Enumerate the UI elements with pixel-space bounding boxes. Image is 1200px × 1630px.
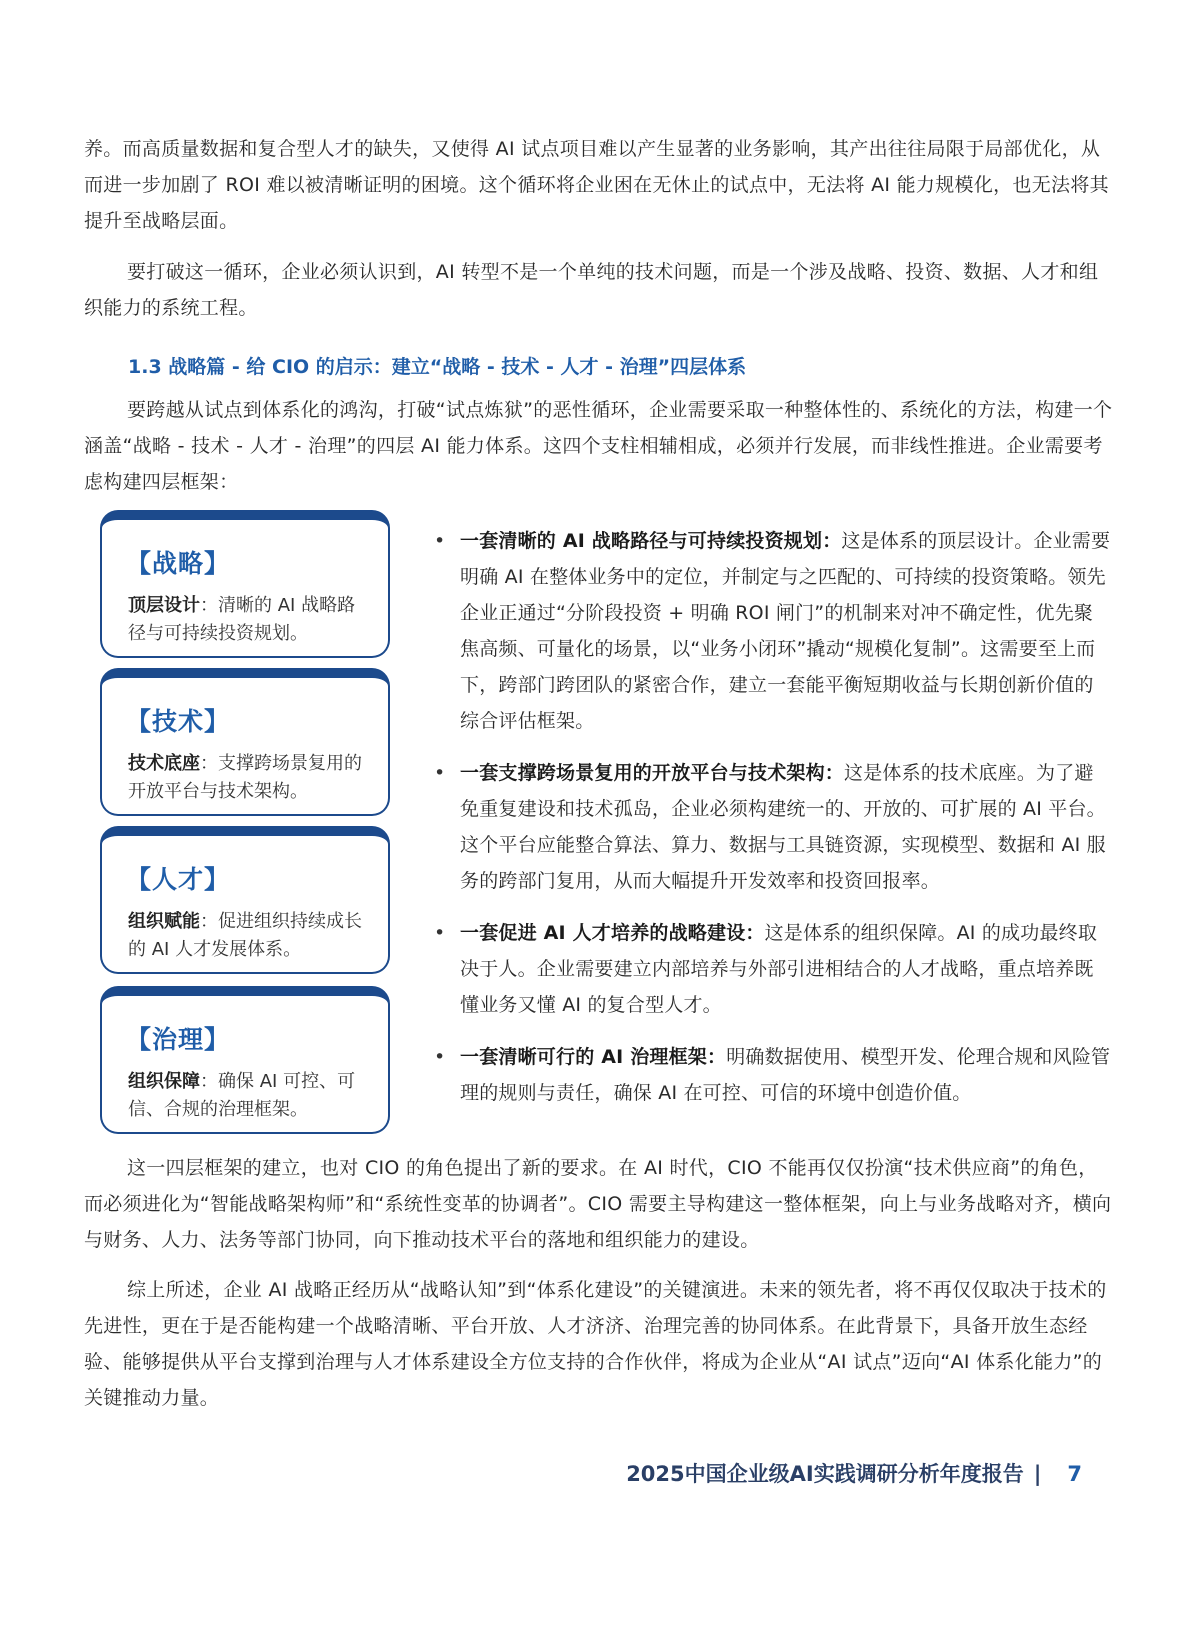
report-title: 2025中国企业级AI实践调研分析年度报告 (626, 1462, 1024, 1486)
card-description (128, 750, 370, 806)
card-text: ：支撑跨场景复用的开放平台与技术架构。 (128, 753, 362, 802)
card-title: 【治理】 (126, 1025, 231, 1054)
page-number: 7 (1067, 1462, 1082, 1486)
card-text: ：确保 AI 可控、可信、合规的治理框架。 (128, 1071, 356, 1120)
card-title: 【战略】 (126, 549, 231, 578)
paragraph-1: 养。而高质量数据和复合型人才的缺失，又使得 AI 试点项目难以产生显著的业务影响，其产出往往局限于局部优化，从而进一步加剧了 ROI 难以被清晰证明的困境。这个循环将企业困在无休止的试点中，无法将 AI 能力规模化，也无法将其提升至战略层面。 (84, 138, 1109, 232)
bullet-item-strategy (434, 523, 1112, 739)
bullet-text: 这是体系的组织保障。AI 的成功最终取决于人。企业需要建立内部培养与外部引进相结合的人才战略，重点培养既懂业务又懂 AI 的复合型人才。 (460, 922, 1098, 1016)
paragraph-4: 这一四层框架的建立，也对 CIO 的角色提出了新的要求。在 AI 时代，CIO 不能再仅仅扮演“技术供应商”的角色，而必须进化为“智能战略架构师”和“系统性变革的协调者”。CIO 需要主导构建这一整体框架，向上与业务战略对齐，横向与财务、人力、法务等部门协同，向下推动技术平台的落地和组织能力的建设。 (84, 1157, 1112, 1251)
bullet-item-talent (434, 915, 1112, 1023)
section-heading: 1.3 战略篇 - 给 CIO 的启示：建立“战略 - 技术 - 人才 - 治理”四层体系 (128, 356, 747, 378)
card-label: 组织保障 (128, 1071, 200, 1092)
card-title: 【人才】 (126, 865, 231, 894)
card-label: 技术底座 (128, 753, 200, 774)
bullet-lead: 一套支撑跨场景复用的开放平台与技术架构： (460, 762, 845, 784)
card-strategy (100, 510, 390, 658)
card-title: 【技术】 (126, 707, 231, 736)
card-label: 组织赋能 (128, 911, 200, 932)
footer-separator: | (1033, 1462, 1042, 1486)
bullet-text: 这是体系的技术底座。为了避免重复建设和技术孤岛，企业必须构建统一的、开放的、可扩展的 AI 平台。这个平台应能整合算法、算力、数据与工具链资源，实现模型、数据和 AI 服务的跨部门复用，从而大幅提升开发效率和投资回报率。 (460, 762, 1106, 892)
card-text: ：清晰的 AI 战略路径与可持续投资规划。 (128, 595, 356, 644)
card-governance (100, 986, 390, 1134)
page-footer (626, 1458, 1082, 1488)
card-description (128, 908, 370, 964)
bullet-item-technology (434, 755, 1112, 899)
paragraph-2: 要打破这一循环，企业必须认识到，AI 转型不是一个单纯的技术问题，而是一个涉及战略、投资、数据、人才和组织能力的系统工程。 (84, 261, 1099, 319)
card-description (128, 1068, 370, 1124)
bullet-item-governance (434, 1039, 1112, 1111)
card-text: ：促进组织持续成长的 AI 人才发展体系。 (128, 911, 362, 960)
card-description (128, 592, 370, 648)
card-technology (100, 668, 390, 816)
framework-bullet-list (434, 523, 1112, 1127)
bullet-text: 明确数据使用、模型开发、伦理合规和风险管理的规则与责任，确保 AI 在可控、可信的环境中创造价值。 (460, 1046, 1111, 1104)
card-label: 顶层设计 (128, 595, 200, 616)
paragraph-3: 要跨越从试点到体系化的鸿沟，打破“试点炼狱”的恶性循环，企业需要采取一种整体性的、系统化的方法，构建一个涵盖“战略 - 技术 - 人才 - 治理”的四层 AI 能力体系。这四个支柱相辅相成，必须并行发展，而非线性推进。企业需要考虑构建四层框架： (84, 399, 1113, 493)
bullet-lead: 一套促进 AI 人才培养的战略建设： (460, 922, 765, 944)
bullet-lead: 一套清晰的 AI 战略路径与可持续投资规划： (460, 530, 842, 552)
bullet-lead: 一套清晰可行的 AI 治理框架： (460, 1046, 727, 1068)
paragraph-5: 综上所述，企业 AI 战略正经历从“战略认知”到“体系化建设”的关键演进。未来的领先者，将不再仅仅取决于技术的先进性，更在于是否能构建一个战略清晰、平台开放、人才济济、治理完善的协同体系。在此背景下，具备开放生态经验、能够提供从平台支撑到治理与人才体系建设全方位支持的合作伙伴，将成为企业从“AI 试点”迈向“AI 体系化能力”的关键推动力量。 (84, 1279, 1107, 1409)
card-talent (100, 826, 390, 974)
bullet-text: 这是体系的顶层设计。企业需要明确 AI 在整体业务中的定位，并制定与之匹配的、可持续的投资策略。领先企业正通过“分阶段投资 + 明确 ROI 闸门”的机制来对冲不确定性，优先聚焦高频、可量化的场景，以“业务小闭环”撬动“规模化复制”。这需要至上而下，跨部门跨团队的紧密合作，建立一套能平衡短期收益与长期创新价值的综合评估框架。 (460, 530, 1111, 732)
